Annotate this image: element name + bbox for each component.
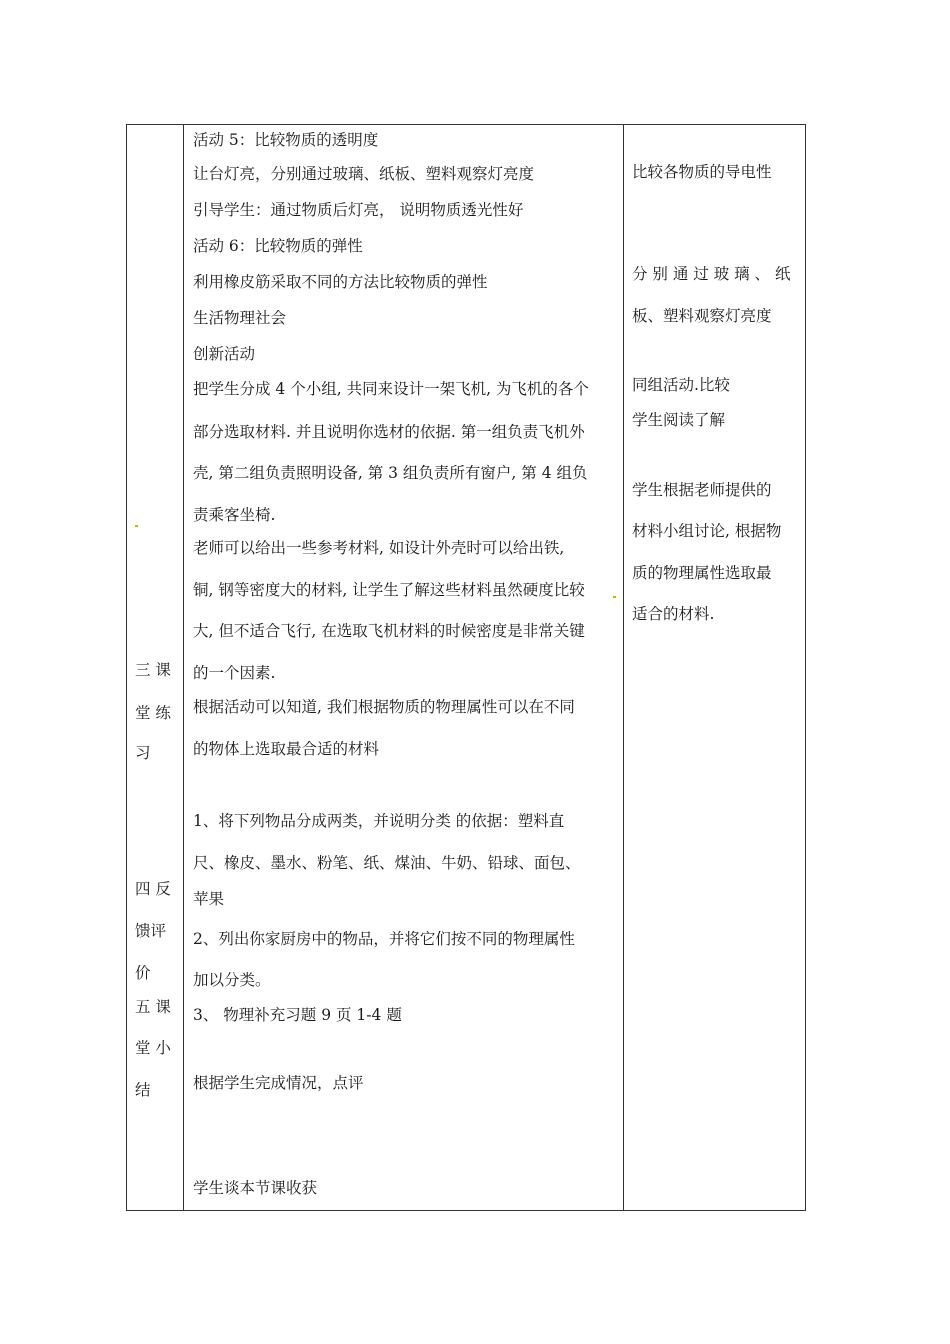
activity-line: 板、塑料观察灯亮度 [632, 307, 772, 325]
content-line: 把学生分成 4 个小组, 共同来设计一架飞机, 为飞机的各个 [193, 380, 589, 398]
activity-line: 学生阅读了解 [632, 411, 726, 429]
content-line: 铜, 钢等密度大的材料, 让学生了解这些材料虽然硬度比较 [193, 581, 585, 599]
content-line: 壳, 第二组负责照明设备, 第 3 组负责所有窗户, 第 4 组负 [193, 464, 588, 482]
activity-line: 比较各物质的导电性 [632, 163, 772, 181]
content-line: 的一个因素. [193, 664, 276, 682]
content-line: 创新活动 [193, 345, 256, 363]
section-label-column [127, 125, 183, 1210]
content-line: 尺、橡皮、墨水、粉笔、纸、煤油、牛奶、铅球、面包、 [193, 854, 581, 872]
activity-line: 同组活动.比较 [632, 376, 730, 394]
content-line: 大, 但不适合飞行, 在选取飞机材料的时候密度是非常关键 [193, 622, 585, 640]
section-label-line: 馈评 [135, 922, 167, 940]
content-line: 的物体上选取最合适的材料 [193, 740, 380, 758]
content-line: 生活物理社会 [193, 309, 287, 327]
stray-mark [135, 525, 138, 527]
content-line: 让台灯亮，分别通过玻璃、纸板、塑料观察灯亮度 [193, 165, 535, 183]
section-label-line: 结 [135, 1081, 151, 1099]
content-line: 活动 5：比较物质的透明度 [193, 131, 379, 149]
section-label-line: 五 课 [135, 998, 171, 1016]
content-line: 活动 6：比较物质的弹性 [193, 237, 363, 255]
section-label-line: 四 反 [135, 880, 171, 898]
activity-line: 质的物理属性选取最 [632, 564, 772, 582]
teaching-content-column [184, 125, 623, 1210]
content-line: 苹果 [193, 890, 225, 908]
content-line: 引导学生：通过物质后灯亮， 说明物质透光性好 [193, 201, 524, 219]
content-line: 根据活动可以知道, 我们根据物质的物理属性可以在不同 [193, 698, 575, 716]
content-line: 学生谈本节课收获 [193, 1179, 318, 1197]
content-line: 2、列出你家厨房中的物品，并将它们按不同的物理属性 [193, 930, 575, 948]
content-line: 老师可以给出一些参考材料, 如设计外壳时可以给出铁, [193, 539, 565, 557]
section-label-line: 价 [135, 964, 151, 982]
stray-mark [613, 596, 616, 598]
content-line: 利用橡皮筋采取不同的方法比较物质的弹性 [193, 273, 488, 291]
activity-line: 分 别 通 过 玻 璃 、 纸 [632, 265, 791, 283]
content-line: 责乘客坐椅. [193, 506, 276, 524]
section-label-line: 习 [135, 744, 151, 762]
section-label-line: 堂 小 [135, 1039, 171, 1057]
activity-line: 适合的材料. [632, 605, 715, 623]
section-label-line: 堂 练 [135, 704, 171, 722]
section-label-line: 三 课 [135, 661, 171, 679]
content-line: 加以分类。 [193, 971, 271, 989]
student-activity-column [624, 125, 806, 1210]
content-line: 1、将下列物品分成两类，并说明分类 的依据：塑料直 [193, 812, 565, 830]
activity-line: 学生根据老师提供的 [632, 481, 772, 499]
content-line: 根据学生完成情况，点评 [193, 1074, 364, 1092]
activity-line: 材料小组讨论, 根据物 [632, 522, 782, 540]
lesson-plan-table [126, 124, 806, 1211]
content-line: 部分选取材料. 并且说明你选材的依据. 第一组负责飞机外 [193, 423, 585, 441]
content-line: 3、 物理补充习题 9 页 1-4 题 [193, 1006, 402, 1024]
